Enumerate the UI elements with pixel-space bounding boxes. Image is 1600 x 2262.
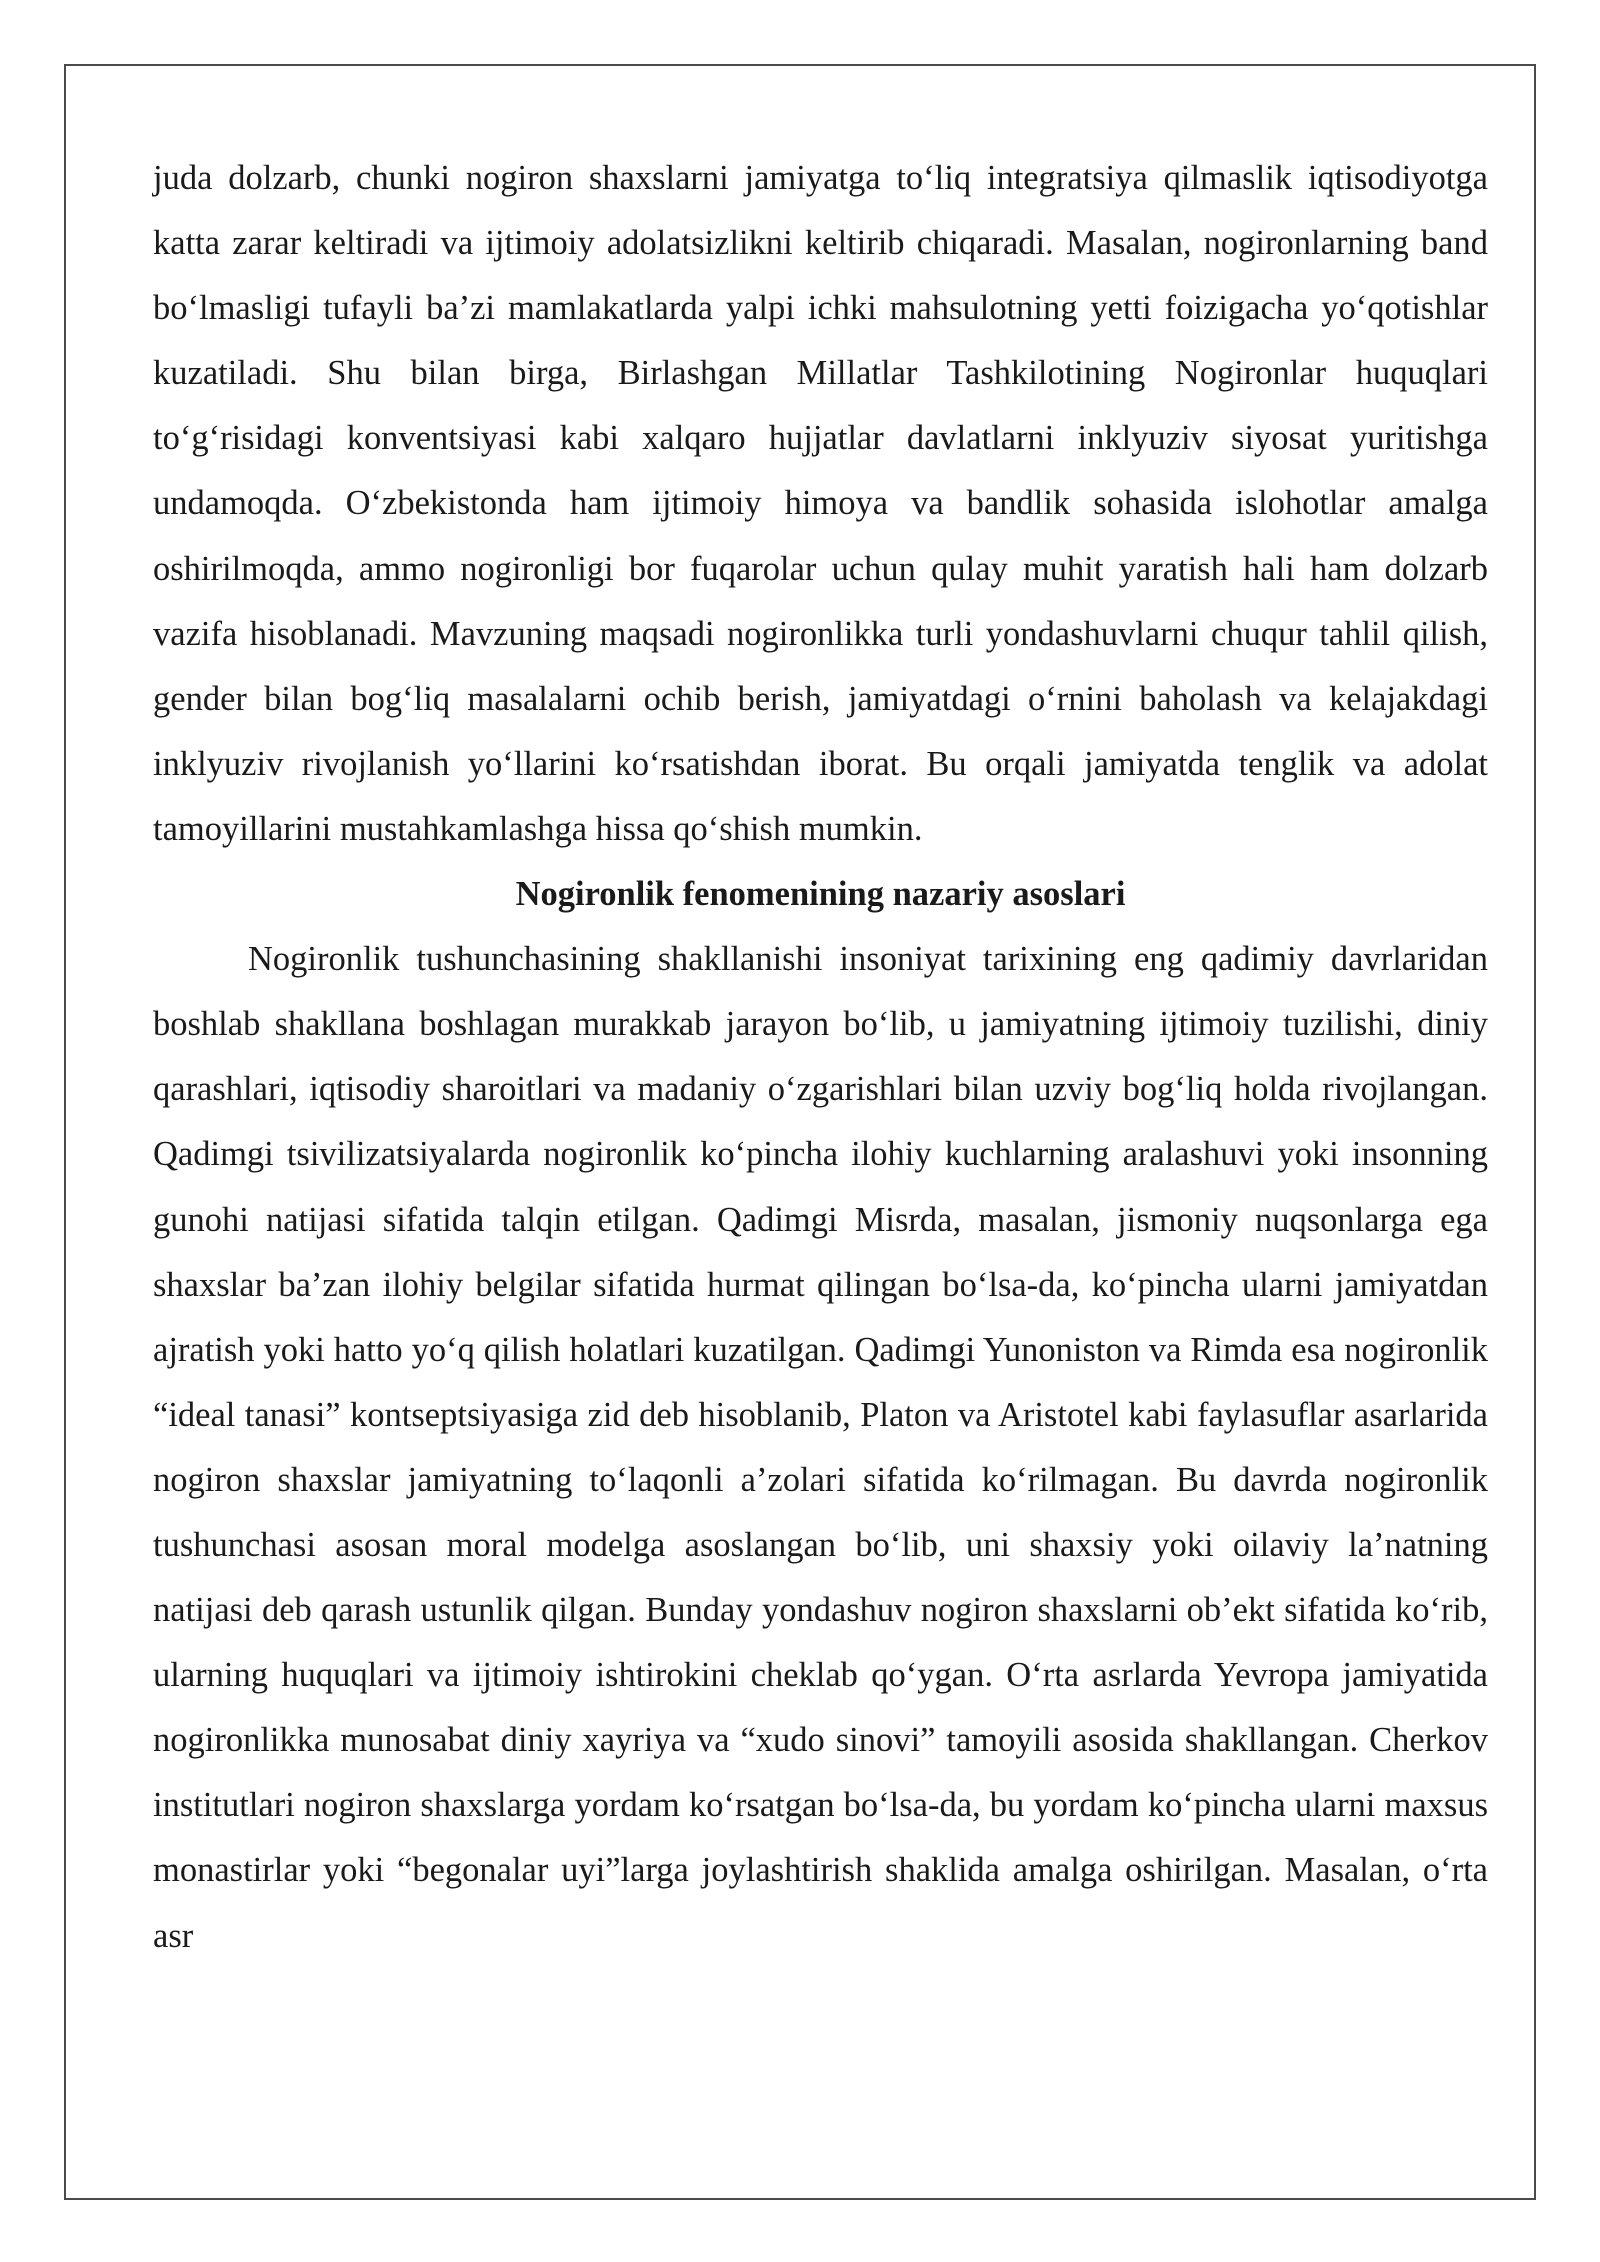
paragraph-continued: juda dolzarb, chunki nogiron shaxslarni jamiyatga to‘liq integratsiya qilmaslik iqtisodiyotga katta zarar keltiradi va ijtimoiy adolatsizlikni keltirib chiqaradi. Masalan, nogironlarning band bo‘lmasligi tufayli ba’zi mamlakatlarda yalpi ichki mahsulotning yetti foizigacha yo‘qotishlar kuzatiladi. Shu bilan birga, Birlashgan Millatlar Tashkilotining Nogironlar huquqlari to‘g‘risidagi konventsiyasi kabi xalqaro hujjatlar davlatlarni inklyuziv siyosat yuritishga undamoqda. O‘zbekistonda ham ijtimoiy himoya va bandlik sohasida islohotlar amalga oshirilmoqda, ammo nogironligi bor fuqarolar uchun qulay muhit yaratish hali ham dolzarb vazifa hisoblanadi. Mavzuning maqsadi nogironlikka turli yondashuvlarni chuqur tahlil qilish, gender bilan bog‘liq masalalarni ochib berish, jamiyatdagi o‘rnini baholash va kelajakdagi inklyuziv rivojlanish yo‘llarini ko‘rsatishdan iborat. Bu orqali jamiyatda tenglik va adolat tamoyillarini mustahkamlashga hissa qo‘shish mumkin. (153, 159, 1488, 848)
section-heading: Nogironlik fenomenining nazariy asoslari (515, 875, 1126, 914)
document-body (153, 146, 1488, 1969)
paragraph-section: Nogironlik tushunchasining shakllanishi insoniyat tarixining eng qadimiy davrlaridan boshlab shakllana boshlagan murakkab jarayon bo‘lib, u jamiyatning ijtimoiy tuzilishi, diniy qarashlari, iqtisodiy sharoitlari va madaniy o‘zgarishlari bilan uzviy bog‘liq holda rivojlangan. Qadimgi tsivilizatsiyalarda nogironlik ko‘pincha ilohiy kuchlarning aralashuvi yoki insonning gunohi natijasi sifatida talqin etilgan. Qadimgi Misrda, masalan, jismoniy nuqsonlarga ega shaxslar ba’zan ilohiy belgilar sifatida hurmat qilingan bo‘lsa-da, ko‘pincha ularni jamiyatdan ajratish yoki hatto yo‘q qilish holatlari kuzatilgan. Qadimgi Yunoniston va Rimda esa nogironlik “ideal tanasi” kontseptsiyasiga zid deb hisoblanib, Platon va Aristotel kabi faylasuflar asarlarida nogiron shaxslar jamiyatning to‘laqonli a’zolari sifatida ko‘rilmagan. Bu davrda nogironlik tushunchasi asosan moral modelga asoslangan bo‘lib, uni shaxsiy yoki oilaviy la’natning natijasi deb qarash ustunlik qilgan. Bunday yondashuv nogiron shaxslarni ob’ekt sifatida ko‘rib, ularning huquqlari va ijtimoiy ishtirokini cheklab qo‘ygan. O‘rta asrlarda Yevropa jamiyatida nogironlikka munosabat diniy xayriya va “xudo sinovi” tamoyili asosida shakllangan. Cherkov institutlari nogiron shaxslarga yordam ko‘rsatgan bo‘lsa-da, bu yordam ko‘pincha ularni maxsus monastirlar yoki “begonalar uyi”larga joylashtirish shaklida amalga oshirilgan. Masalan, o‘rta asr (153, 940, 1488, 1955)
